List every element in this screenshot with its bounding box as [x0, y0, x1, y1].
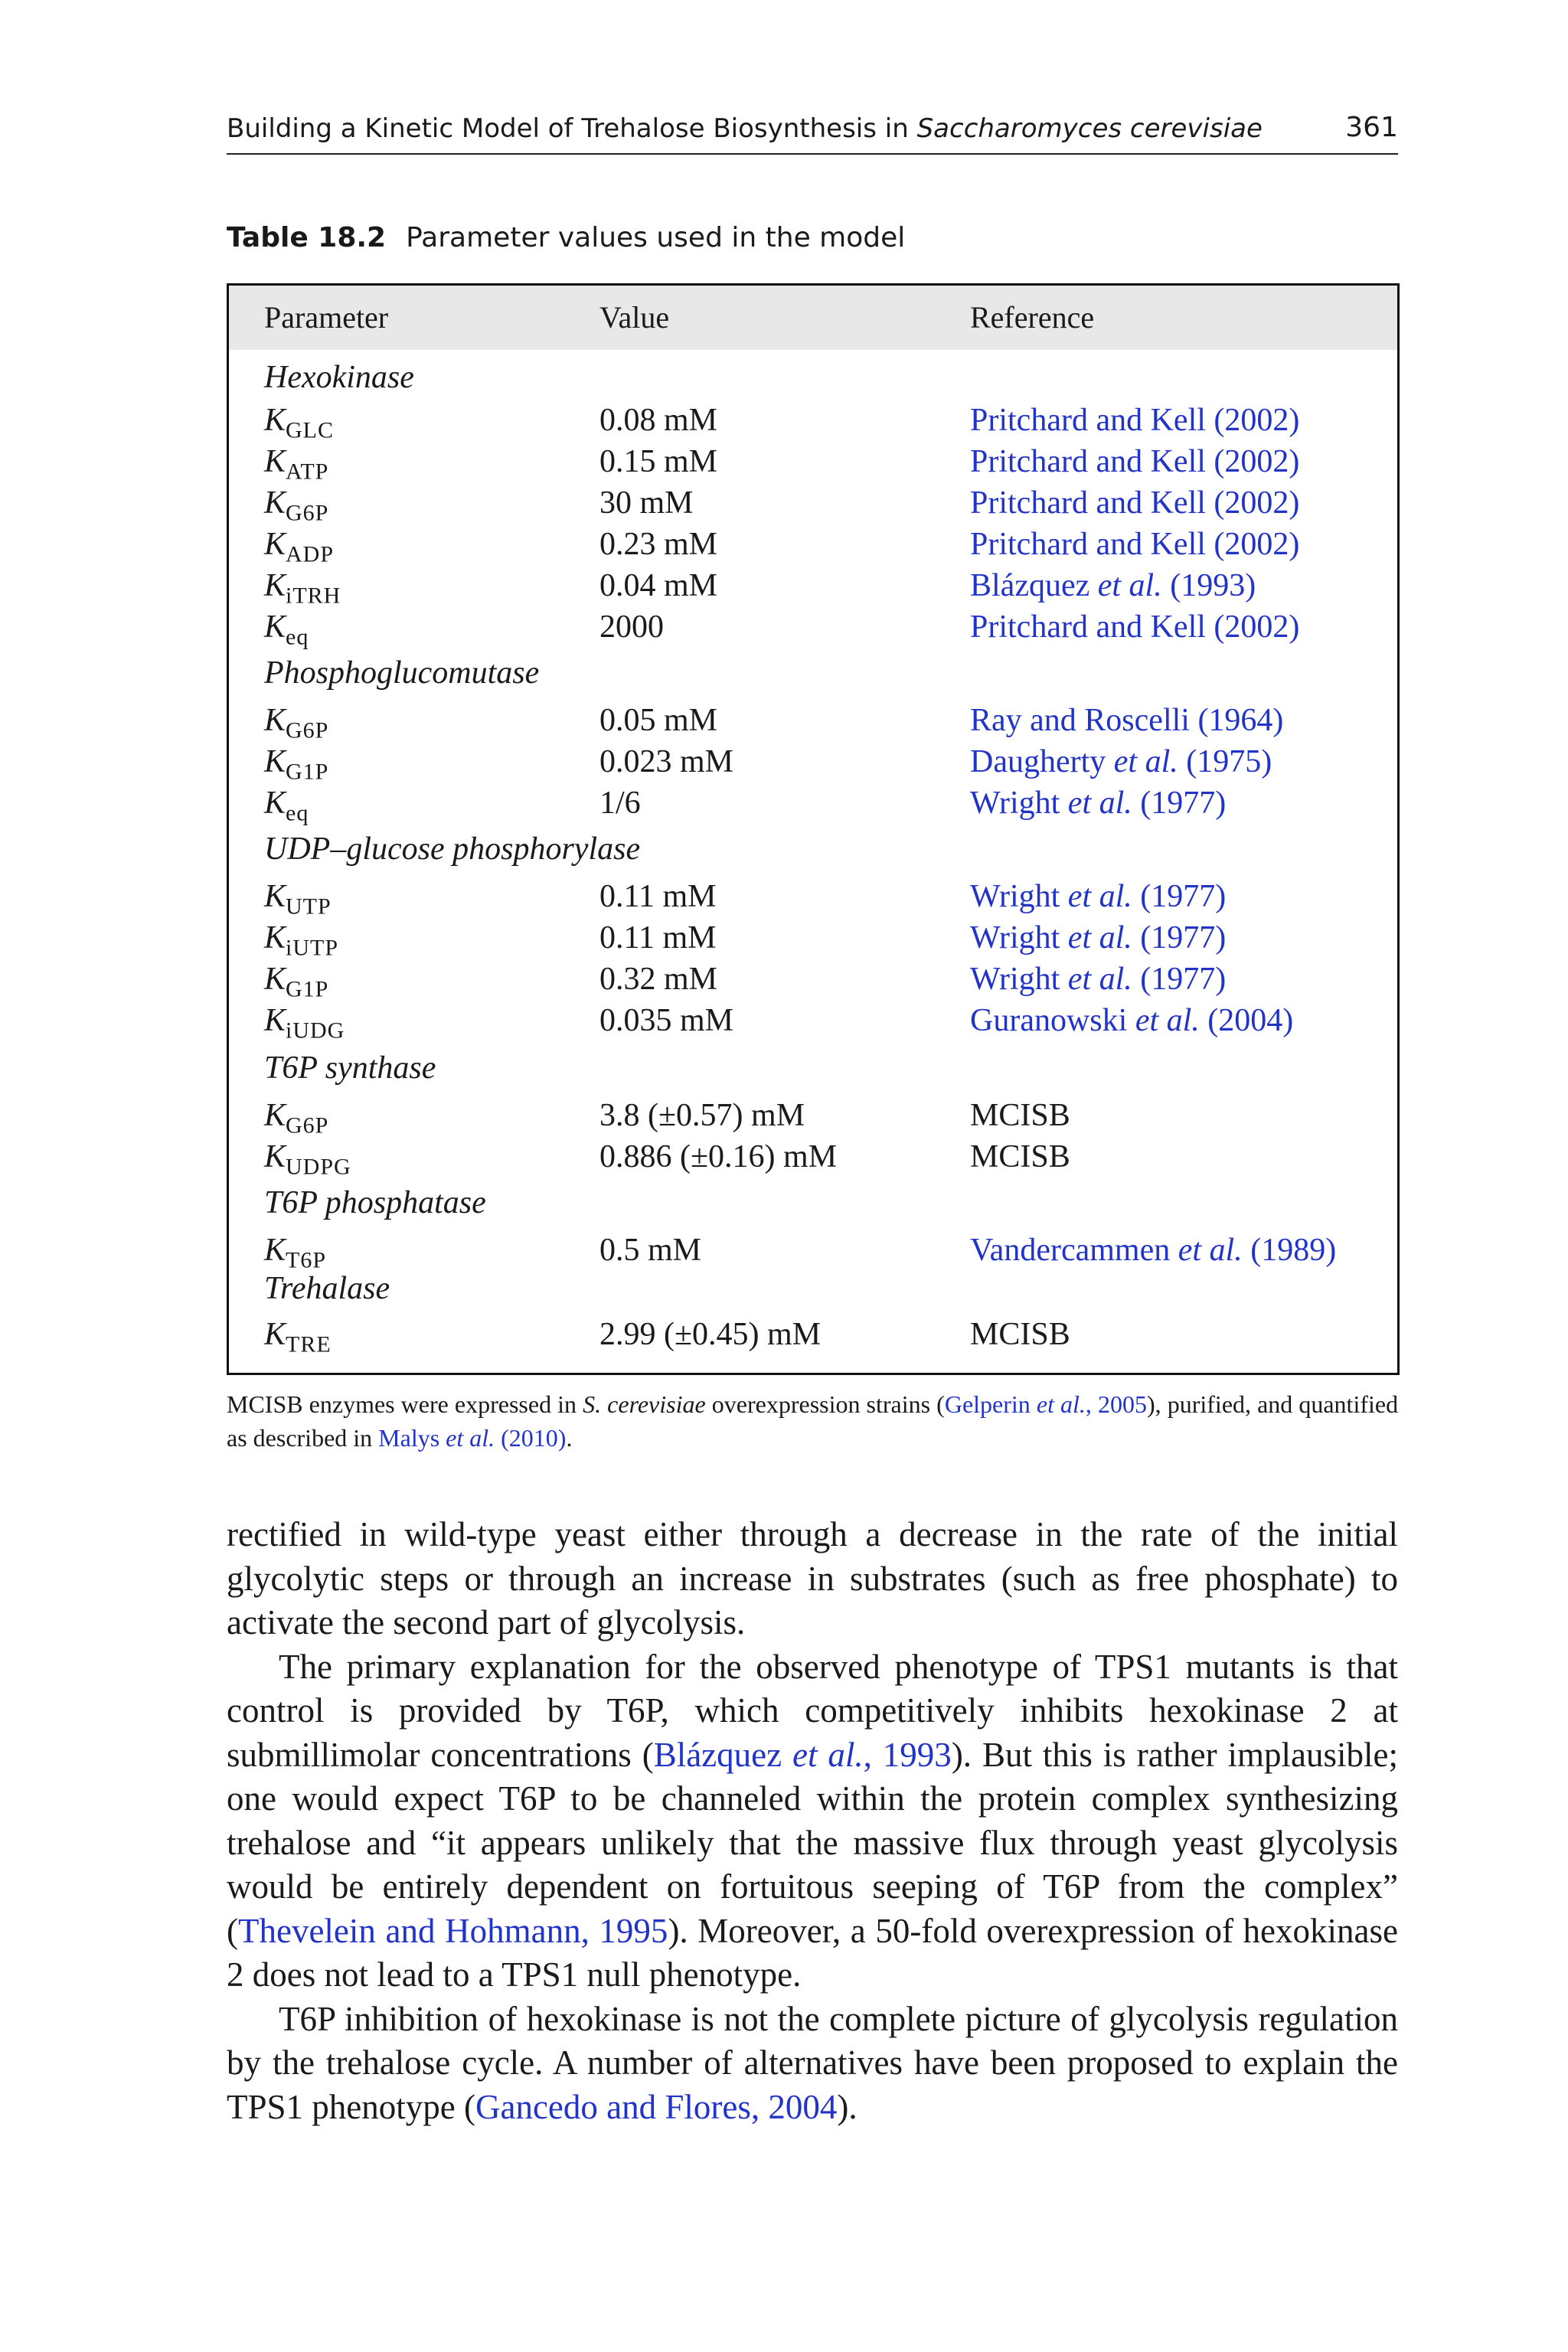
reference-link[interactable] — [970, 920, 1226, 956]
running-title-species: Saccharomyces cerevisiae — [916, 113, 1263, 144]
parameter-subscript: iUTP — [286, 935, 339, 961]
paragraph — [227, 1645, 1398, 1998]
paragraph-text: The primary explanation for the observed phenotype of TPS1 mutants is that control is provided by T6P, which competitively inhibits hexokinase 2 at submillimolar concentrations ( — [227, 1647, 1398, 1774]
paragraph: rectified in wild-type yeast either through a decrease in the rate of the initial glycolytic steps or through an increase in substrates (such as free phosphate) to activate the second part of glycolysis. — [227, 1515, 1398, 1642]
footnote-link-gelperin[interactable] — [945, 1390, 1147, 1418]
parameter-cell — [264, 1097, 328, 1138]
section-name: T6P phosphatase — [264, 1185, 486, 1220]
citation-link-thevelein[interactable]: Thevelein and Hohmann, 1995 — [238, 1911, 668, 1950]
footnote-species: S. cerevisiae — [583, 1390, 706, 1418]
table-row — [229, 1232, 1397, 1275]
parameter-cell — [264, 920, 338, 961]
value-cell: 0.15 mM — [599, 444, 718, 479]
parameter-symbol: K — [264, 1317, 286, 1352]
paragraph-text: ). But this is rather implausible; one would expect T6P to be channeled within the protein complex synthesizing trehalose and “it appears unlikely that the massive flux through yeast glycolysis would be entirely dependent on fortuitous seeping of T6P from the complex” ( — [227, 1735, 1399, 1950]
link-author: Gelperin — [944, 1390, 1037, 1418]
table-row — [229, 609, 1397, 652]
reference-link[interactable] — [970, 567, 1256, 604]
body-text — [227, 1513, 1398, 2129]
parameter-subscript: eq — [286, 800, 309, 826]
table-number: Table 18.2 — [227, 222, 387, 253]
footnote-text: ), purified, and quantified as described in — [227, 1390, 1399, 1452]
value-cell: 0.08 mM — [599, 403, 718, 438]
parameter-cell — [264, 785, 309, 826]
paragraph-text: T6P inhibition of hexokinase is not the complete picture of glycolysis regulation by the trehalose cycle. A number of alternatives have been proposed to explain the TPS1 phenotype ( — [227, 1999, 1398, 2126]
reference-et-al: et al. — [1067, 962, 1132, 997]
value-cell: 3.8 (±0.57) mM — [599, 1098, 805, 1133]
parameter-table — [227, 283, 1400, 1375]
parameter-cell — [264, 1316, 332, 1357]
parameter-subscript: UDPG — [286, 1154, 351, 1180]
table-row — [229, 961, 1397, 1004]
reference-et-al: et al. — [1178, 1233, 1243, 1268]
running-title — [227, 113, 1263, 144]
footnote-text: MCISB enzymes were expressed in — [227, 1390, 583, 1418]
section-heading — [229, 1270, 1397, 1313]
reference-link[interactable]: Pritchard and Kell (2002) — [970, 609, 1300, 645]
footnote-link-malys[interactable] — [378, 1424, 566, 1452]
page-number: 361 — [1345, 112, 1398, 143]
parameter-subscript: iTRH — [286, 583, 341, 609]
running-title-text: Building a Kinetic Model of Trehalose Biosynthesis in — [227, 113, 917, 144]
table-row — [229, 878, 1397, 921]
table-row — [229, 402, 1397, 445]
reference-author: Blázquez — [970, 568, 1098, 603]
citation-link-gancedo[interactable]: Gancedo and Flores, 2004 — [475, 2087, 838, 2126]
parameter-subscript: TRE — [286, 1331, 332, 1357]
value-cell: 0.035 mM — [599, 1003, 734, 1038]
parameter-symbol: K — [264, 444, 286, 479]
parameter-cell — [264, 1232, 326, 1273]
column-header-parameter: Parameter — [264, 300, 389, 335]
parameter-symbol: K — [264, 527, 286, 562]
link-et-al: et al. — [792, 1735, 864, 1774]
parameter-symbol: K — [264, 403, 286, 438]
parameter-subscript: T6P — [286, 1247, 327, 1273]
reference-author: Daugherty — [970, 744, 1114, 779]
parameter-cell — [264, 1002, 345, 1044]
table-row — [229, 743, 1397, 786]
reference-et-al: et al. — [1067, 879, 1132, 914]
reference-link[interactable]: Ray and Roscelli (1964) — [970, 703, 1284, 738]
parameter-subscript: G6P — [286, 717, 329, 743]
value-cell: 0.23 mM — [599, 527, 718, 562]
reference-link[interactable] — [970, 961, 1226, 998]
section-name: UDP–glucose phosphorylase — [264, 831, 641, 867]
reference-cell: MCISB — [970, 1139, 1070, 1174]
value-cell: 1/6 — [599, 786, 641, 821]
table-row — [229, 1097, 1397, 1140]
parameter-symbol: K — [264, 744, 286, 779]
reference-et-al: et al. — [1135, 1003, 1200, 1038]
parameter-subscript: GLC — [286, 417, 335, 443]
reference-author: Wright — [970, 786, 1068, 821]
parameter-subscript: eq — [286, 624, 309, 650]
reference-et-al: et al. — [1097, 568, 1162, 603]
parameter-symbol: K — [264, 786, 286, 821]
link-et-al: et al. — [446, 1424, 495, 1452]
link-year: (2010) — [495, 1424, 567, 1452]
paragraph — [227, 1998, 1398, 2130]
table-row — [229, 1316, 1397, 1359]
reference-year: (2004) — [1199, 1003, 1294, 1038]
reference-author: Wright — [970, 920, 1068, 956]
parameter-symbol: K — [264, 1003, 286, 1038]
parameter-cell — [264, 1138, 351, 1180]
value-cell: 0.11 mM — [599, 879, 717, 914]
parameter-symbol: K — [264, 609, 286, 645]
section-heading — [229, 655, 1397, 697]
value-cell: 0.023 mM — [599, 744, 734, 779]
reference-author: Guranowski — [970, 1003, 1135, 1038]
reference-author: Wright — [970, 879, 1068, 914]
table-row — [229, 567, 1397, 610]
parameter-symbol: K — [264, 1098, 286, 1133]
reference-year: (1977) — [1132, 786, 1227, 821]
paragraph-text: ). — [837, 2087, 858, 2126]
parameter-symbol: K — [264, 920, 286, 956]
reference-link[interactable] — [970, 878, 1226, 915]
link-year: , 2005 — [1085, 1390, 1147, 1418]
value-cell: 2000 — [599, 609, 664, 645]
link-year: , 1993 — [863, 1735, 952, 1774]
section-name: Hexokinase — [264, 360, 414, 395]
parameter-subscript: ATP — [286, 459, 329, 485]
parameter-cell — [264, 961, 328, 1002]
value-cell: 0.11 mM — [599, 920, 717, 956]
table-row — [229, 920, 1397, 962]
value-cell: 0.32 mM — [599, 962, 718, 997]
parameter-symbol: K — [264, 1139, 286, 1174]
value-cell: 2.99 (±0.45) mM — [599, 1317, 822, 1352]
parameter-subscript: ADP — [286, 541, 335, 567]
parameter-cell — [264, 702, 328, 743]
reference-year: (1989) — [1242, 1233, 1337, 1268]
reference-cell: MCISB — [970, 1317, 1070, 1352]
reference-year: (1977) — [1132, 962, 1227, 997]
parameter-symbol: K — [264, 703, 286, 738]
value-cell: 0.05 mM — [599, 703, 718, 738]
table-row — [229, 702, 1397, 745]
parameter-cell — [264, 526, 334, 567]
reference-link[interactable] — [970, 785, 1226, 822]
reference-year: (1993) — [1161, 568, 1256, 603]
footnote-text: . — [566, 1424, 573, 1452]
reference-et-al: et al. — [1067, 920, 1132, 956]
link-et-al: et al. — [1036, 1390, 1086, 1418]
reference-cell: MCISB — [970, 1098, 1070, 1133]
citation-link-blazquez[interactable] — [654, 1736, 952, 1774]
table-row — [229, 443, 1397, 486]
parameter-cell — [264, 743, 328, 785]
reference-author: Wright — [970, 962, 1068, 997]
reference-author: Vandercammen — [970, 1233, 1178, 1268]
parameter-cell — [264, 878, 332, 920]
section-heading — [229, 359, 1397, 402]
parameter-subscript: G6P — [286, 500, 329, 526]
parameter-symbol: K — [264, 485, 286, 521]
value-cell: 0.5 mM — [599, 1233, 702, 1268]
link-author: Malys — [378, 1424, 446, 1452]
parameter-cell — [264, 567, 341, 609]
section-heading — [229, 1184, 1397, 1227]
parameter-subscript: G1P — [286, 759, 329, 785]
reference-year: (1975) — [1178, 744, 1272, 779]
value-cell: 0.886 (±0.16) mM — [599, 1139, 838, 1174]
section-heading — [229, 831, 1397, 874]
parameter-subscript: iUDG — [286, 1018, 345, 1044]
table-caption — [227, 222, 905, 253]
reference-year: (1977) — [1132, 879, 1227, 914]
table-row — [229, 526, 1397, 569]
value-cell: 0.04 mM — [599, 568, 718, 603]
reference-et-al: et al. — [1067, 786, 1132, 821]
parameter-cell — [264, 485, 328, 526]
section-name: Phosphoglucomutase — [264, 655, 540, 691]
table-title: Parameter values used in the model — [406, 222, 906, 253]
reference-link[interactable]: Pritchard and Kell (2002) — [970, 403, 1300, 438]
section-name: T6P synthase — [264, 1050, 436, 1086]
parameter-symbol: K — [264, 879, 286, 914]
section-heading — [229, 1050, 1397, 1093]
parameter-subscript: G1P — [286, 976, 329, 1002]
reference-link[interactable]: Pritchard and Kell (2002) — [970, 485, 1300, 521]
parameter-cell — [264, 402, 334, 443]
running-head — [227, 109, 1398, 155]
table-footnote — [227, 1387, 1398, 1455]
parameter-cell — [264, 443, 328, 485]
table-row — [229, 1002, 1397, 1045]
parameter-symbol: K — [264, 962, 286, 997]
column-header-value: Value — [599, 300, 670, 335]
reference-year: (1977) — [1132, 920, 1227, 956]
table-row — [229, 785, 1397, 828]
link-author: Blázquez — [653, 1735, 793, 1774]
column-header-reference: Reference — [970, 300, 1095, 335]
reference-link[interactable]: Pritchard and Kell (2002) — [970, 527, 1300, 562]
parameter-cell — [264, 609, 309, 650]
table-header — [229, 286, 1397, 350]
reference-link[interactable] — [970, 1002, 1293, 1039]
table-row — [229, 1138, 1397, 1181]
parameter-subscript: G6P — [286, 1112, 329, 1138]
section-name: Trehalase — [264, 1271, 390, 1306]
reference-link[interactable] — [970, 743, 1272, 780]
value-cell: 30 mM — [599, 485, 694, 521]
footnote-text: overexpression strains ( — [705, 1390, 945, 1418]
parameter-subscript: UTP — [286, 893, 332, 920]
parameter-symbol: K — [264, 568, 286, 603]
reference-et-al: et al. — [1113, 744, 1178, 779]
paragraph-text: ). Moreover, a 50-fold overexpression of hexokinase 2 does not lead to a TPS1 null phenotype. — [227, 1911, 1398, 1994]
parameter-symbol: K — [264, 1233, 286, 1268]
reference-link[interactable] — [970, 1232, 1336, 1269]
reference-link[interactable]: Pritchard and Kell (2002) — [970, 444, 1300, 479]
table-row — [229, 485, 1397, 528]
